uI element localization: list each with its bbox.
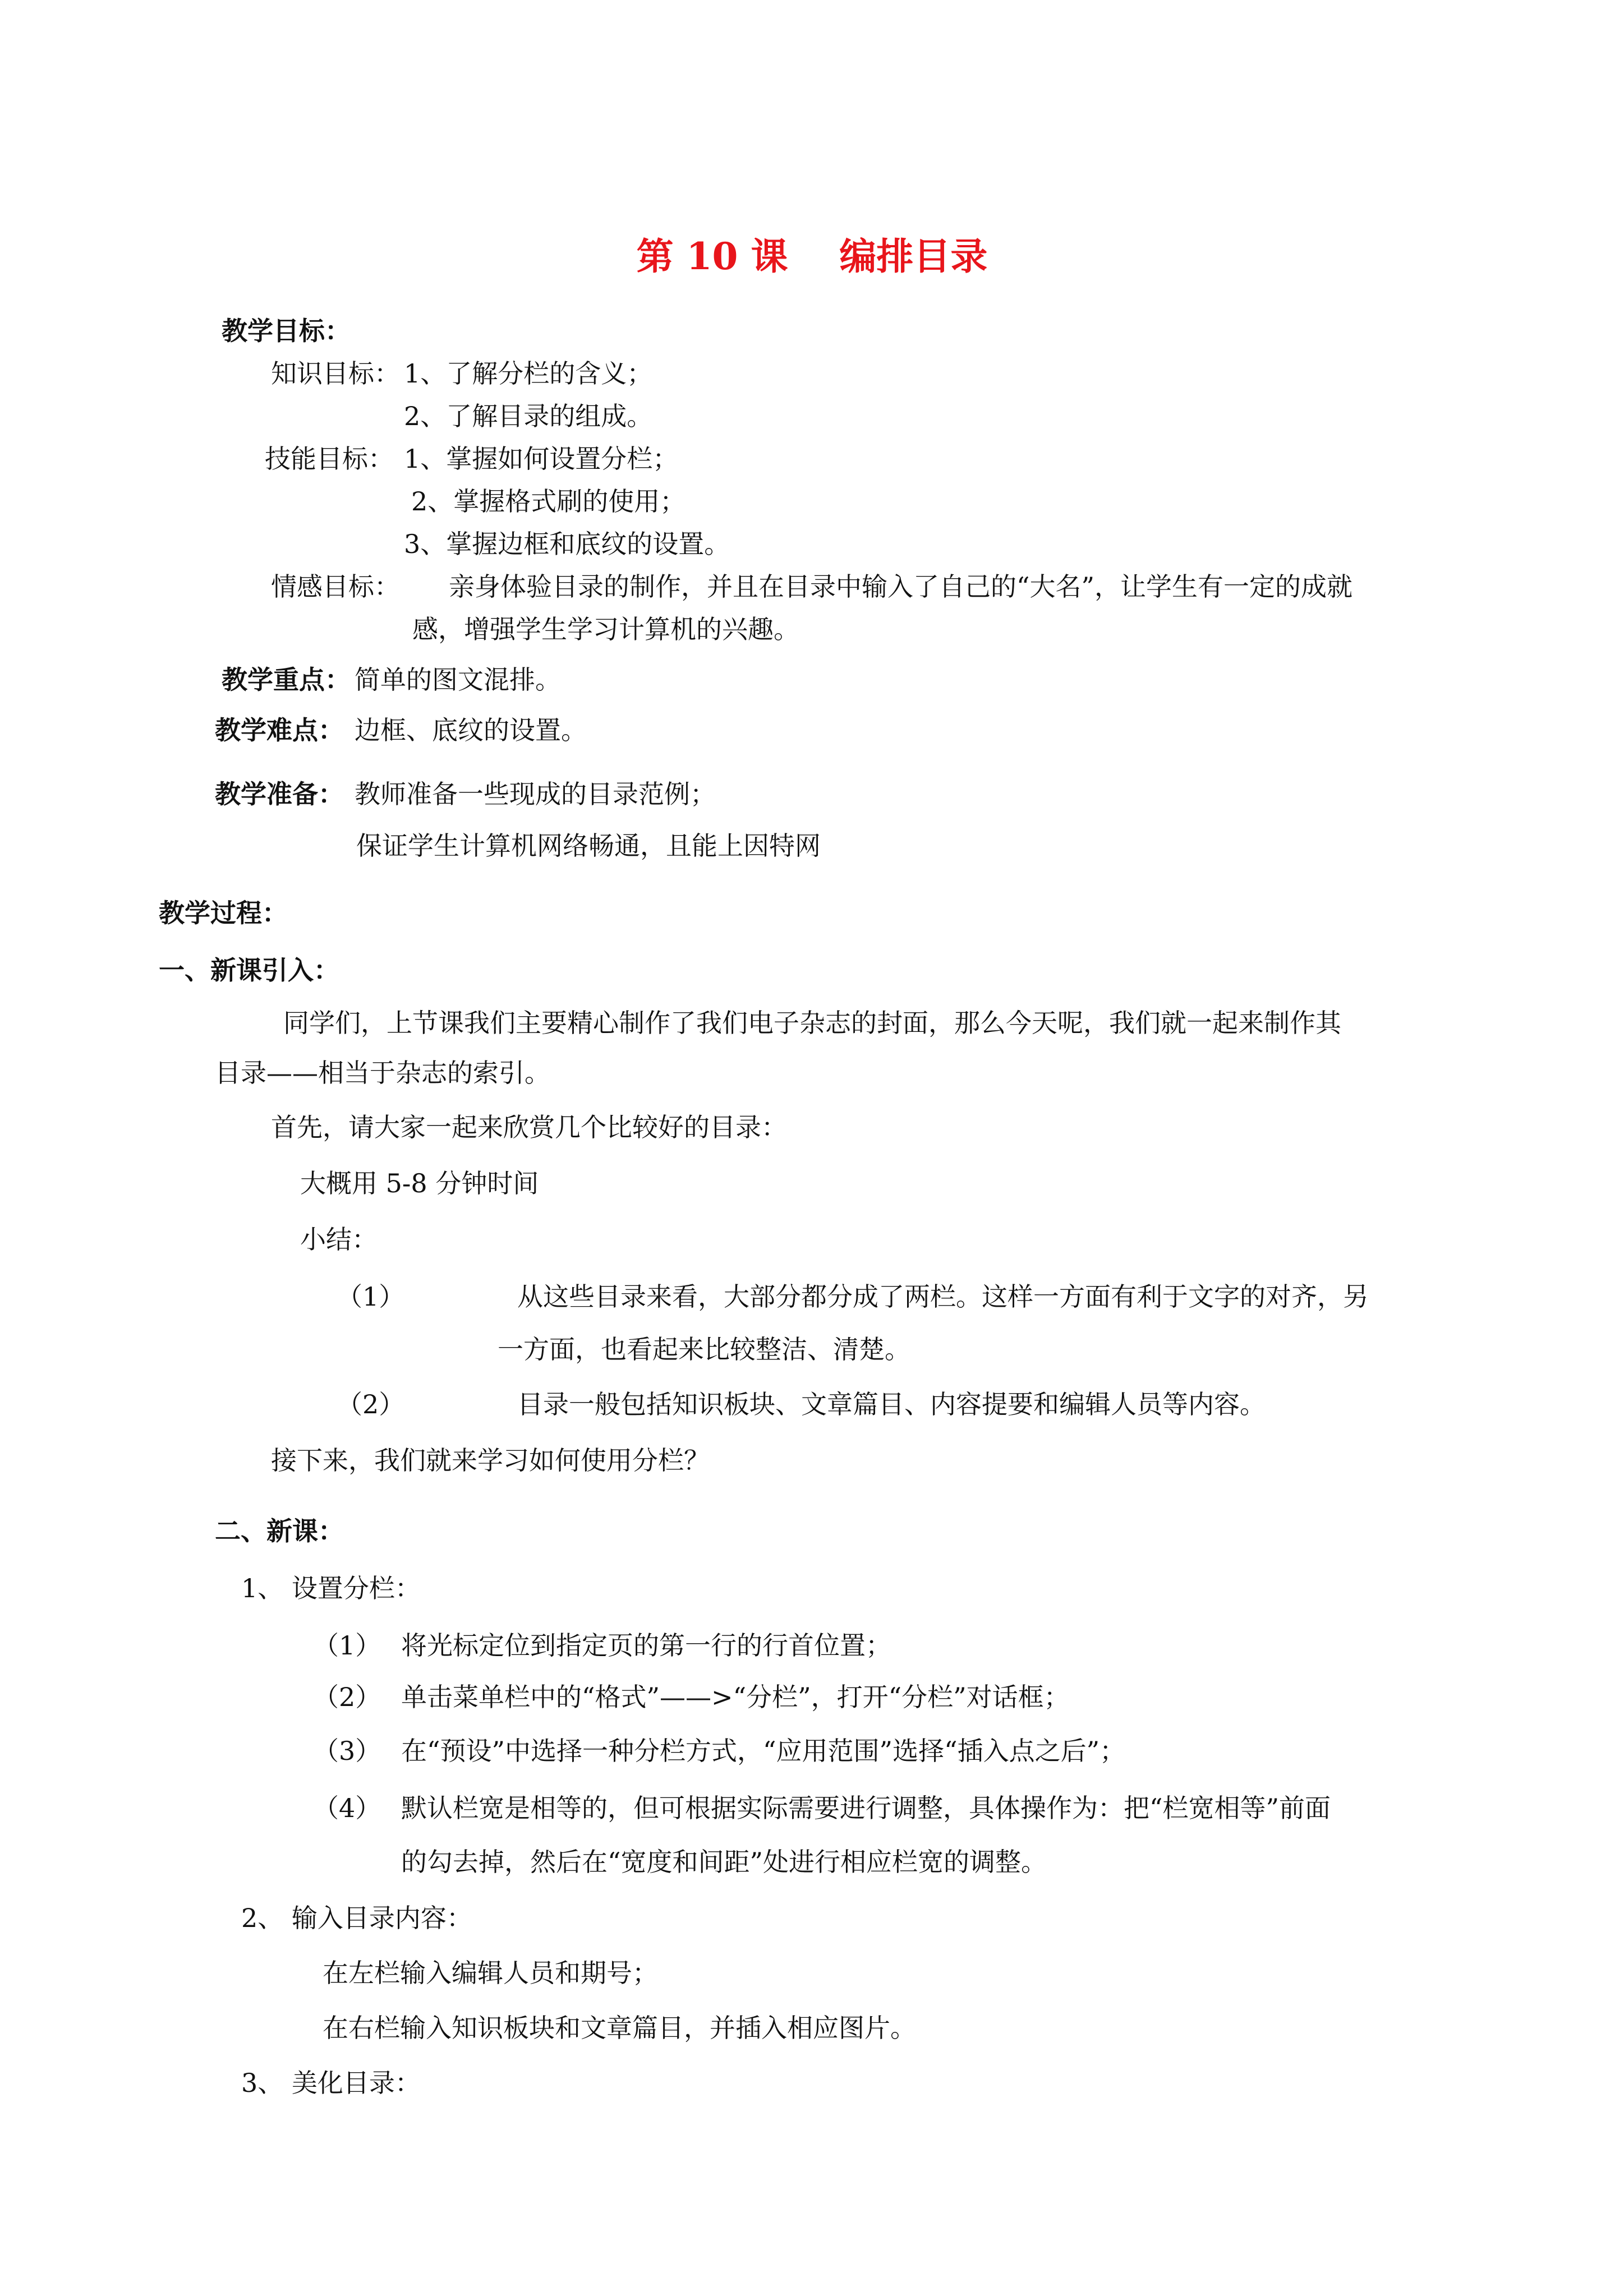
- step-3-text: 在“预设”中选择一种分栏方式，“应用范围”选择“插入点之后”；: [401, 1736, 1126, 1766]
- step-1-text: 将光标定位到指定页的第一行的行首位置；: [401, 1630, 891, 1661]
- skill-label: 技能目标：: [265, 444, 394, 474]
- knowledge-item-1: 1、了解分栏的含义；: [404, 358, 653, 389]
- preparation-label: 教学准备：: [215, 779, 344, 809]
- summary-label: 小结：: [300, 1224, 378, 1255]
- summary-item-2-text: 目录一般包括知识板块、文章篇目、内容提要和编辑人员等内容。: [517, 1389, 1266, 1419]
- step-4-text-line-2: 的勾去掉，然后在“宽度和间距”处进行相应栏宽的调整。: [401, 1847, 1047, 1877]
- preparation-text-2: 保证学生计算机网络畅通，且能上因特网: [356, 831, 821, 861]
- process-heading: 教学过程：: [159, 898, 288, 928]
- section1-transition: 接下来，我们就来学习如何使用分栏？: [271, 1445, 710, 1476]
- section1-para-3: 大概用 5-8 分钟时间: [300, 1168, 539, 1198]
- step-4-text-line-1: 默认栏宽是相等的，但可根据实际需要进行调整，具体操作为：把“栏宽相等”前面: [401, 1793, 1331, 1823]
- key-point-label: 教学重点：: [222, 665, 351, 695]
- input-content-2: 在右栏输入知识板块和文章篇目，并插入相应图片。: [323, 2013, 916, 2043]
- step-2-text: 单击菜单栏中的“格式”——>“分栏”，打开“分栏”对话框；: [401, 1682, 1070, 1712]
- emotion-text-line-2: 感，增强学生学习计算机的兴趣。: [412, 614, 799, 644]
- summary-item-1-line-2: 一方面，也看起来比较整洁、清楚。: [498, 1334, 910, 1364]
- step-1-number: （1）: [313, 1630, 381, 1661]
- section1-para-1a: 同学们，上节课我们主要精心制作了我们电子杂志的封面，那么今天呢，我们就一起来制作其: [283, 1008, 1341, 1038]
- summary-item-1-line-1: 从这些目录来看，大部分都分成了两栏。这样一方面有利于文字的对齐，另: [517, 1281, 1369, 1312]
- input-content-1: 在左栏输入编辑人员和期号；: [323, 1958, 658, 1988]
- preparation-text-1: 教师准备一些现成的目录范例；: [355, 779, 716, 809]
- emotion-label: 情感目标：: [271, 571, 400, 602]
- step-4-number: （4）: [313, 1793, 381, 1823]
- summary-item-1-number: （1）: [337, 1281, 405, 1312]
- difficulty-text: 边框、底纹的设置。: [355, 715, 587, 745]
- knowledge-label: 知识目标：: [271, 358, 400, 389]
- summary-item-2-number: （2）: [337, 1389, 405, 1419]
- section1-heading: 一、新课引入：: [159, 955, 339, 985]
- objectives-heading: 教学目标：: [222, 316, 351, 346]
- section2-sub-3: 3、 美化目录：: [241, 2068, 421, 2098]
- section1-para-1b: 目录——相当于杂志的索引。: [215, 1058, 550, 1088]
- skill-item-3: 3、掌握边框和底纹的设置。: [404, 529, 730, 559]
- skill-item-2: 2、掌握格式刷的使用；: [411, 486, 686, 517]
- section2-heading: 二、新课：: [215, 1516, 344, 1546]
- section2-sub-2: 2、 输入目录内容：: [241, 1903, 472, 1933]
- section2-sub-1: 1、 设置分栏：: [241, 1573, 421, 1603]
- step-3-number: （3）: [313, 1736, 381, 1766]
- key-point-text: 简单的图文混排。: [355, 665, 561, 695]
- section1-para-2: 首先，请大家一起来欣赏几个比较好的目录：: [271, 1112, 787, 1142]
- skill-item-1: 1、掌握如何设置分栏；: [404, 444, 679, 474]
- difficulty-label: 教学难点：: [215, 715, 344, 745]
- step-2-number: （2）: [313, 1682, 381, 1712]
- page-title: 第 10 课 编排目录: [636, 234, 988, 278]
- emotion-text-line-1: 亲身体验目录的制作，并且在目录中输入了自己的“大名”，让学生有一定的成就: [449, 571, 1353, 602]
- knowledge-item-2: 2、了解目录的组成。: [404, 401, 653, 431]
